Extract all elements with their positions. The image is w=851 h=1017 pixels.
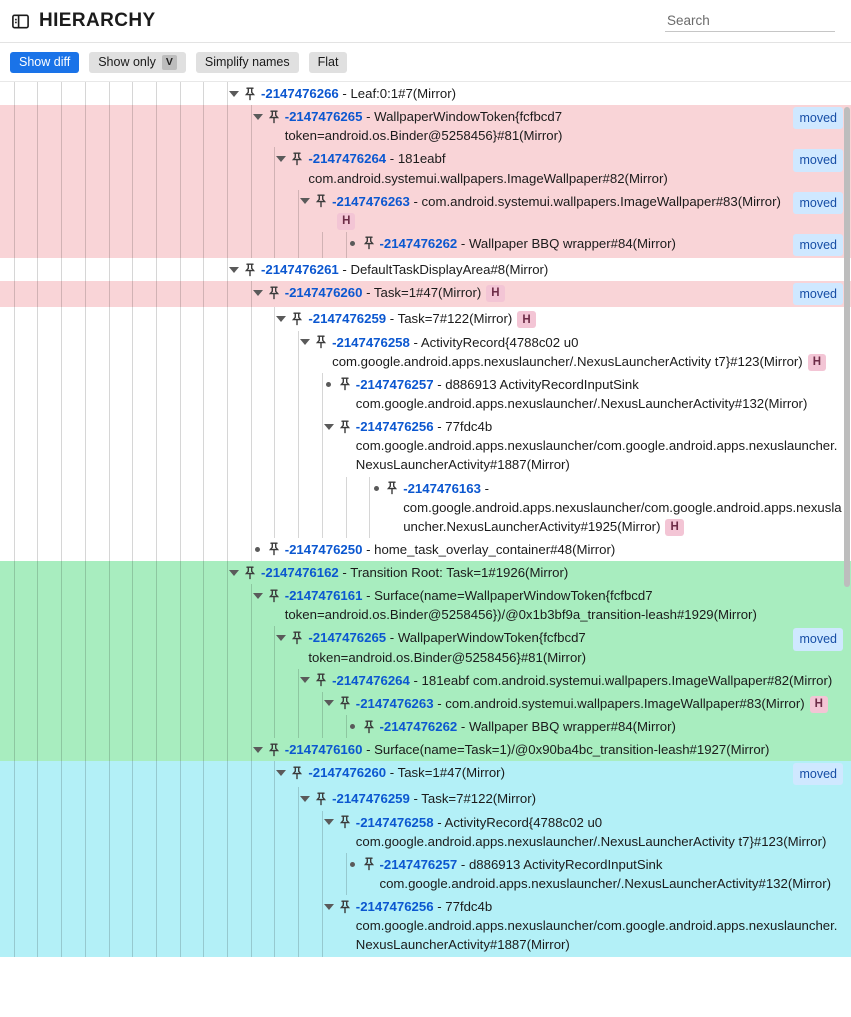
tree-node-text: - Task=7#122(Mirror)	[409, 791, 537, 807]
tree-node-id: -2147476259	[332, 791, 410, 807]
tree-node-text: - 181eabf com.android.systemui.wallpapers.ImageWallpaper#82(Mirror)	[409, 672, 833, 688]
tree-row-content	[0, 740, 851, 759]
status-badge: moved	[793, 149, 843, 171]
tree-row-content	[0, 789, 851, 808]
tree-node-id: -2147476162	[261, 565, 339, 581]
tree-node-label	[308, 763, 787, 782]
tree-row-content	[0, 717, 851, 736]
status-badge: moved	[793, 763, 843, 785]
tree-row-content	[0, 149, 793, 187]
tree-node-id: -2147476250	[284, 541, 363, 557]
chevron-down-icon[interactable]	[251, 107, 265, 126]
simplify-names-button[interactable]: Simplify names	[196, 52, 299, 73]
tree-node-text: - com.google.android.apps.nexuslauncher/com.google.android.apps.nexuslauncher.NexusLauncherActivity#1925(Mirror)	[403, 480, 842, 534]
pin-icon[interactable]	[314, 671, 328, 690]
pin-icon[interactable]	[243, 84, 257, 103]
bullet-icon	[251, 540, 265, 559]
tree-node-text: - home_task_overlay_container#48(Mirror)	[362, 541, 616, 557]
tree-node-id: -2147476256	[355, 419, 434, 435]
chevron-down-icon[interactable]	[227, 260, 241, 279]
tree-node-label	[308, 149, 787, 187]
pin-icon[interactable]	[338, 375, 352, 394]
tree-row-content	[0, 897, 851, 954]
tree-row-content	[0, 260, 851, 279]
panel-left-icon[interactable]	[10, 11, 30, 31]
bullet-icon	[322, 375, 336, 394]
pin-icon[interactable]	[338, 897, 352, 916]
tree-node-id: -2147476256	[355, 899, 434, 915]
pin-icon[interactable]	[267, 107, 281, 126]
chevron-down-icon[interactable]	[298, 789, 312, 808]
tree-row[interactable]	[0, 331, 851, 373]
header-left-group	[10, 10, 156, 32]
tree-row[interactable]	[0, 787, 851, 810]
tree-node-label	[332, 789, 845, 808]
search-input[interactable]	[665, 11, 835, 32]
tree-node-label	[261, 563, 845, 582]
hidden-chip: H	[810, 696, 828, 713]
chevron-down-icon[interactable]	[251, 586, 265, 605]
chevron-down-icon[interactable]	[251, 283, 265, 302]
tree-node-label	[380, 717, 846, 736]
tree-node-label	[308, 628, 787, 666]
tree-row[interactable]	[0, 82, 851, 105]
tree-node-label	[356, 897, 845, 954]
tree-row[interactable]	[0, 538, 851, 561]
pin-icon[interactable]	[338, 417, 352, 436]
chevron-down-icon[interactable]	[227, 84, 241, 103]
status-badge: moved	[793, 283, 843, 305]
chevron-down-icon[interactable]	[251, 740, 265, 759]
tree-row-content	[0, 84, 851, 103]
hidden-chip: H	[665, 519, 683, 536]
chevron-down-icon[interactable]	[322, 417, 336, 436]
chevron-down-icon[interactable]	[322, 813, 336, 832]
window-header	[0, 0, 851, 43]
tree-row-content	[0, 563, 851, 582]
tree-node-id: -2147476265	[284, 109, 363, 125]
tree-node-label	[285, 586, 845, 624]
tree-node-text: - Wallpaper BBQ wrapper#84(Mirror)	[457, 719, 676, 735]
tree-node-text: - 77fdc4b com.google.android.apps.nexuslauncher/com.google.android.apps.nexuslauncher.NexusLauncherActivity#1887(Mirror)	[355, 899, 838, 953]
tree-node-text: - WallpaperWindowToken{fcfbcd7 token=android.os.Binder@5258456}#81(Mirror)	[308, 630, 587, 665]
chevron-down-icon[interactable]	[274, 149, 288, 168]
tree-node-id: -2147476257	[379, 856, 458, 872]
tree-row-content	[0, 694, 851, 713]
tree-row-content	[0, 192, 793, 230]
tree-node-text: - 181eabf com.android.systemui.wallpapers.ImageWallpaper#82(Mirror)	[308, 151, 668, 186]
tree-row[interactable]	[0, 584, 851, 626]
hidden-chip: H	[517, 311, 535, 328]
tree-row-content	[0, 333, 851, 371]
chevron-down-icon[interactable]	[322, 897, 336, 916]
status-badge: moved	[793, 628, 843, 650]
bullet-icon	[369, 479, 383, 498]
tree-row[interactable]	[0, 895, 851, 956]
tree-row[interactable]	[0, 692, 851, 715]
tree-node-label	[356, 813, 845, 851]
show-only-shortcut-key: V	[162, 55, 177, 70]
tree-node-id: -2147476261	[261, 262, 339, 278]
tree-row[interactable]	[0, 669, 851, 692]
chevron-down-icon[interactable]	[298, 333, 312, 352]
tree-node-text: - DefaultTaskDisplayArea#8(Mirror)	[338, 262, 549, 278]
tree-row-content	[0, 309, 851, 328]
tree-node-text: - Task=7#122(Mirror)	[386, 311, 513, 327]
bullet-icon	[346, 234, 360, 253]
tree-row[interactable]	[0, 415, 851, 476]
pin-icon[interactable]	[362, 717, 376, 736]
pin-icon[interactable]	[362, 855, 376, 874]
bullet-icon	[346, 717, 360, 736]
pin-icon[interactable]	[314, 789, 328, 808]
tree-node-label	[285, 540, 845, 559]
tree-row[interactable]	[0, 307, 851, 330]
tree-node-text: - Transition Root: Task=1#1926(Mirror)	[338, 565, 569, 581]
pin-icon[interactable]	[243, 563, 257, 582]
tree-row[interactable]	[0, 477, 851, 538]
tree-row[interactable]	[0, 811, 851, 853]
tree-row[interactable]	[0, 561, 851, 584]
tree-node-label	[285, 283, 788, 302]
tree-node-label	[285, 740, 845, 759]
tree-node-label	[356, 417, 845, 474]
tree-row-content	[0, 628, 793, 666]
tree-row-content	[0, 540, 851, 559]
pin-icon[interactable]	[243, 260, 257, 279]
tree-row[interactable]	[0, 853, 851, 895]
tree-node-label	[380, 855, 846, 893]
tree-node-id: -2147476260	[284, 285, 363, 301]
tree-row[interactable]	[0, 190, 851, 232]
tree-node-label	[403, 479, 845, 536]
tree-row-content	[0, 417, 851, 474]
tree-node-label	[356, 694, 845, 713]
tree-node-id: -2147476265	[308, 630, 387, 646]
pin-icon[interactable]	[362, 234, 376, 253]
tree-node-label	[332, 192, 787, 230]
tree-row[interactable]	[0, 626, 851, 668]
tree-node-label	[261, 260, 845, 279]
status-badge: moved	[793, 192, 843, 214]
tree-row-content	[0, 813, 851, 851]
status-badge: moved	[793, 107, 843, 129]
hidden-chip: H	[808, 354, 826, 371]
pin-icon[interactable]	[290, 309, 304, 328]
tree-row-content	[0, 586, 851, 624]
tree-node-id: -2147476262	[379, 235, 458, 251]
tree-node-id: -2147476258	[332, 334, 410, 350]
tree-node-text: - Leaf:0:1#7(Mirror)	[338, 86, 456, 101]
pin-icon[interactable]	[385, 479, 399, 498]
tree-row[interactable]	[0, 373, 851, 415]
chevron-down-icon[interactable]	[274, 763, 288, 782]
pin-icon[interactable]	[314, 333, 328, 352]
tree-node-label	[285, 107, 788, 145]
tree-node-id: -2147476262	[379, 719, 458, 735]
show-only-button[interactable]	[89, 52, 186, 73]
pin-icon[interactable]	[314, 192, 328, 211]
tree-node-id: -2147476163	[403, 480, 481, 496]
pin-icon[interactable]	[267, 740, 281, 759]
tree-row-content	[0, 671, 851, 690]
tree-row[interactable]	[0, 715, 851, 738]
pin-icon[interactable]	[338, 813, 352, 832]
tree-row-content	[0, 763, 793, 782]
tree-row[interactable]	[0, 232, 851, 258]
tree-row[interactable]	[0, 258, 851, 281]
tree-row-content	[0, 479, 851, 536]
tree-node-id: -2147476161	[284, 588, 363, 604]
tree-node-text: - WallpaperWindowToken{fcfbcd7 token=android.os.Binder@5258456}#81(Mirror)	[284, 109, 563, 144]
pin-icon[interactable]	[267, 540, 281, 559]
bullet-icon	[346, 855, 360, 874]
pin-icon[interactable]	[338, 694, 352, 713]
hidden-chip: H	[337, 213, 355, 230]
tree-node-text: - Task=1#47(Mirror)	[362, 285, 482, 301]
chevron-down-icon[interactable]	[274, 628, 288, 647]
tree-node-label	[332, 671, 845, 690]
tree-node-id: -2147476258	[355, 814, 434, 830]
tree-node-id: -2147476264	[332, 672, 410, 688]
tree-row[interactable]	[0, 738, 851, 761]
tree-node-label	[308, 309, 845, 328]
tree-node-label	[356, 375, 845, 413]
pin-icon[interactable]	[290, 149, 304, 168]
tree-node-id: -2147476264	[308, 151, 387, 167]
pin-icon[interactable]	[290, 763, 304, 782]
page-title: HIERARCHY	[39, 10, 156, 31]
tree-node-text: - d886913 ActivityRecordInputSink com.google.android.apps.nexuslauncher/.NexusLauncherActivity#132(Mirror)	[379, 856, 832, 892]
chevron-down-icon[interactable]	[298, 192, 312, 211]
tree-node-text: - ActivityRecord{4788c02 u0 com.google.android.apps.nexuslauncher/.NexusLauncherActivity t7}#123(Mirror)	[332, 334, 803, 369]
tree-row[interactable]	[0, 761, 851, 787]
pin-icon[interactable]	[290, 628, 304, 647]
tree-node-text: - Surface(name=WallpaperWindowToken{fcfbcd7 token=android.os.Binder@5258456})/@0x1b3bf9a_transition-leash#1929(Mirror)	[284, 588, 757, 623]
chevron-down-icon[interactable]	[298, 671, 312, 690]
show-diff-button[interactable]: Show diff	[10, 52, 79, 73]
header-right-group	[665, 11, 835, 32]
tree-node-id: -2147476259	[308, 311, 387, 327]
tree-node-id: -2147476260	[308, 765, 387, 781]
tree-row-content	[0, 283, 793, 302]
tree-node-label	[380, 234, 788, 253]
tree-row[interactable]	[0, 105, 851, 147]
tree-node-label	[332, 333, 845, 371]
tree-node-text: - com.android.systemui.wallpapers.ImageWallpaper#83(Mirror)	[433, 695, 805, 711]
flat-button[interactable]: Flat	[309, 52, 348, 73]
tree-row-content	[0, 375, 851, 413]
hidden-chip: H	[486, 285, 504, 302]
chevron-down-icon[interactable]	[322, 694, 336, 713]
tree-node-id: -2147476266	[261, 86, 339, 101]
tree-node-label	[261, 84, 845, 103]
tree-node-id: -2147476160	[284, 742, 363, 758]
tree-node-id: -2147476263	[332, 193, 410, 209]
tree-node-text: - 77fdc4b com.google.android.apps.nexuslauncher/com.google.android.apps.nexuslauncher.NexusLauncherActivity#1887(Mirror)	[355, 419, 838, 473]
tree-node-text: - Wallpaper BBQ wrapper#84(Mirror)	[457, 235, 676, 251]
toolbar	[0, 43, 851, 82]
pin-icon[interactable]	[267, 283, 281, 302]
tree-node-text: - Task=1#47(Mirror)	[386, 765, 505, 781]
tree-row[interactable]	[0, 281, 851, 307]
pin-icon[interactable]	[267, 586, 281, 605]
tree-node-id: -2147476257	[355, 376, 434, 392]
tree-row[interactable]	[0, 147, 851, 189]
hierarchy-tree[interactable]	[0, 82, 851, 1017]
tree-node-text: - d886913 ActivityRecordInputSink com.google.android.apps.nexuslauncher/.NexusLauncherActivity#132(Mirror)	[355, 376, 808, 411]
chevron-down-icon[interactable]	[274, 309, 288, 328]
chevron-down-icon[interactable]	[227, 563, 241, 582]
status-badge: moved	[793, 234, 843, 256]
show-only-label: Show only	[98, 54, 156, 69]
tree-node-text: - com.android.systemui.wallpapers.ImageWallpaper#83(Mirror)	[409, 193, 781, 209]
tree-node-text: - Surface(name=Task=1)/@0x90ba4bc_transition-leash#1927(Mirror)	[362, 742, 770, 758]
tree-node-id: -2147476263	[355, 695, 434, 711]
tree-row-content	[0, 234, 793, 253]
tree-row-content	[0, 107, 793, 145]
tree-row-content	[0, 855, 851, 893]
tree-node-text: - ActivityRecord{4788c02 u0 com.google.android.apps.nexuslauncher/.NexusLauncherActivity t7}#123(Mirror)	[355, 814, 827, 849]
